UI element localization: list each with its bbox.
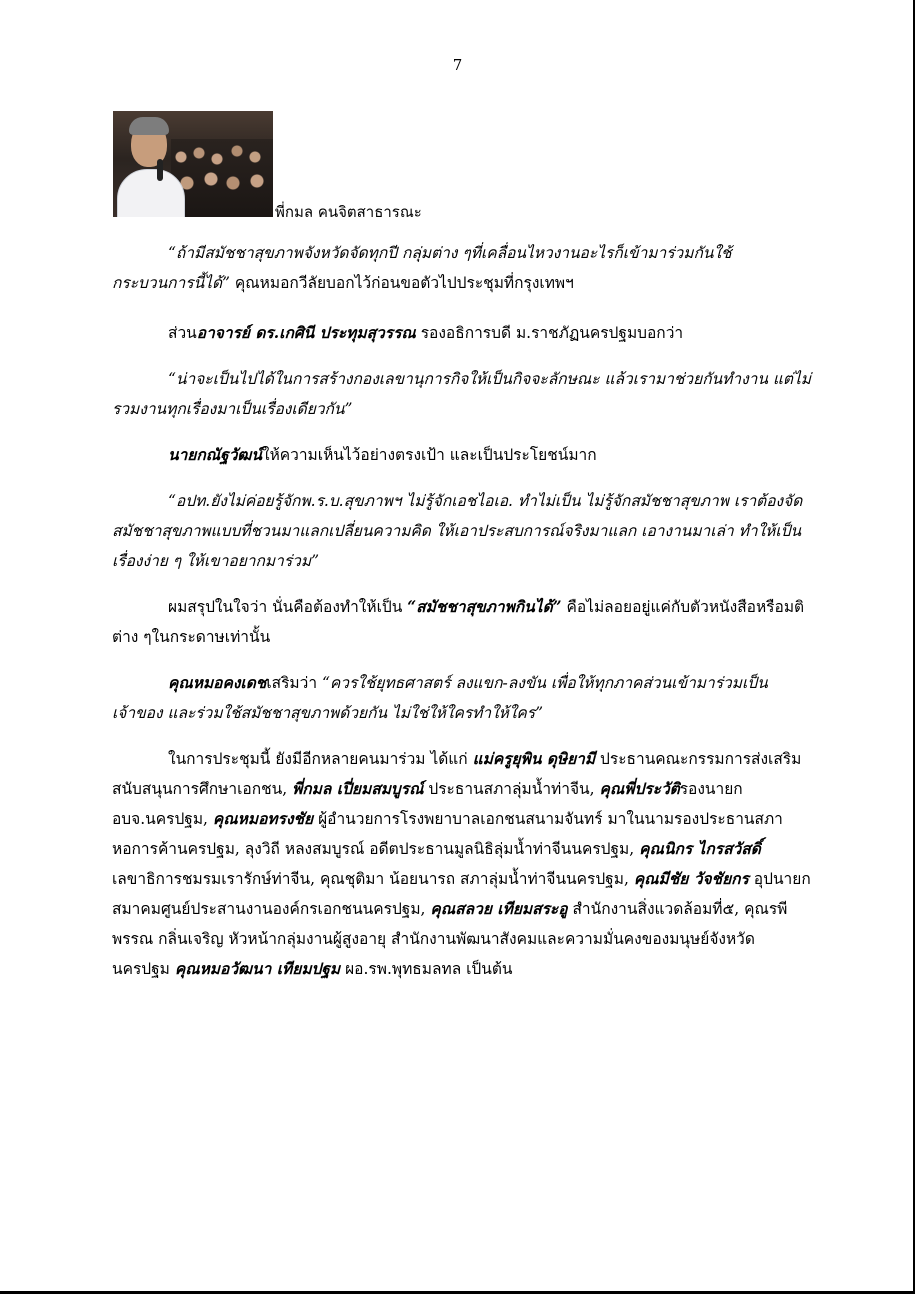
paragraph-text: ผอ.รพ.พุทธมลทล เป็นต้น — [340, 960, 513, 978]
paragraph-6 — [112, 592, 812, 652]
quote-text: “น่าจะเป็นไปได้ในการสร้างกองเลขานุการกิจให้เป็นกิจจะลักษณะ แล้วเรามาช่วยกันทำงาน แต่ไม่รวมงานทุกเรื่องมาเป็นเรื่องเดียวกัน” — [112, 370, 811, 418]
paragraph-text: เลขาธิการชมรมเรารักษ์ท่าจีน, คุณชุติมา น้อยนารถ สภาลุ่มน้ำท่าจีนนครปฐม, — [112, 870, 634, 888]
paragraph-text: ผู้อำนวยการโรงพยาบาลเอกชนสนามจันทร์ มาในนามรองประธานสภาหอการค้านครปฐม, ลุงวิถี หลงสมบูรณ์ อดีตประธานมูลนิธิลุ่มน้ำท่าจีนนครปฐม, — [112, 810, 783, 858]
person-name: คุณหมอวัฒนา เทียมปฐม — [174, 959, 341, 978]
paragraph-text: เสริมว่า — [266, 674, 322, 692]
paragraph-text: คุณหมอกวีลัยบอกไว้ก่อนขอตัวไปประชุมที่กรุงเทพฯ — [229, 274, 574, 292]
quote-text: “ควรใช้ยุทธศาสตร์ ลงแขก-ลงขัน เพื่อให้ทุกภาคส่วนเข้ามาร่วมเป็นเจ้าของ และร่วมใช้สมัชชาสุขภาพด้วยกัน ไม่ใช่ให้ใครทำให้ใคร” — [112, 674, 768, 722]
person-name: พี่กมล เปี่ยมสมบูรณ์ — [292, 779, 424, 798]
paragraph-2 — [112, 318, 812, 348]
paragraph-text: ประธานสภาลุ่มน้ำท่าจีน, — [423, 780, 600, 798]
person-name: คุณนิกร ไกรสวัสดิ์ — [639, 839, 761, 858]
photo-caption: พี่กมล คนจิตสาธารณะ — [275, 203, 422, 221]
microphone-icon — [157, 159, 163, 181]
paragraph-text: ประธานคณะกรรมการส่งเสริมสนับสนุนการศึกษาเอกชน, — [112, 750, 802, 798]
speaker-hair — [129, 117, 169, 135]
paragraph-text: อุปนายกสมาคมศูนย์ประสานงานองค์กรเอกชนนครปฐม, — [112, 870, 811, 918]
paragraph-text: ผมสรุปในใจว่า นั่นคือต้องทำให้เป็น — [168, 598, 408, 616]
person-name: คุณมีชัย วัจชัยกร — [633, 869, 749, 888]
person-name: คุณหมอคงเดช — [168, 673, 267, 692]
person-name: คุณสลวย เทียมสระอู — [430, 899, 568, 918]
person-name: อาจารย์ ดร.เกศินี ประทุมสุวรรณ — [196, 323, 416, 342]
paragraph-text: ส่วน — [168, 324, 197, 342]
paragraph-8 — [112, 744, 812, 984]
emphasis-text: “สมัชชาสุขภาพกินได้” — [407, 597, 562, 616]
paragraph-3 — [112, 364, 812, 424]
paragraph-text: ให้ความเห็นไว้อย่างตรงเป้า และเป็นประโยชน์มาก — [262, 446, 597, 464]
paragraph-text: รองนายกอบจ.นครปฐม, — [112, 780, 743, 828]
page-number: 7 — [452, 56, 463, 74]
paragraph-1 — [112, 238, 812, 298]
quote-text: “ถ้ามีสมัชชาสุขภาพจังหวัดจัดทุกปี กลุ่มต่าง ๆที่เคลื่อนไหวงานอะไรก็เข้ามาร่วมกันใช้กระบวนการนี้ได้” — [112, 244, 732, 292]
quote-text: “อปท.ยังไม่ค่อยรู้จักพ.ร.บ.สุขภาพฯ ไม่รู้จักเอชไอเอ. ทำไม่เป็น ไม่รู้จักสมัชชาสุขภาพ เราต้องจัดสมัชชาสุขภาพแบบที่ชวนมาแลกเปลี่ยนความคิด ให้เอาประสบการณ์จริงมาแลก เอางานมาเล่า ทำให้เป็นเรื่องง่าย ๆ ให้เขาอยากมาร่วม” — [112, 492, 803, 570]
paragraph-text: สำนักงานสิ่งแวดล้อมที่๕, คุณรพีพรรณ กลิ่นเจริญ หัวหน้ากลุ่มงานผู้สูงอายุ สำนักงานพัฒนาสังคมและความมั่นคงของมนุษย์จังหวัดนครปฐม — [112, 900, 788, 978]
speaker-figure — [117, 169, 185, 217]
paragraph-text: คือไม่ลอยอยู่แค่กับตัวหนังสือหรือมติต่าง ๆในกระดาษเท่านั้น — [112, 598, 805, 646]
paragraph-5 — [112, 486, 812, 576]
speaker-photo — [113, 111, 273, 217]
paragraph-7 — [112, 668, 812, 728]
paragraph-4 — [112, 440, 812, 470]
paragraph-text: ในการประชุมนี้ ยังมีอีกหลายคนมาร่วม ได้แก่ — [168, 750, 473, 768]
person-name: แม่ครูยุพิน ดุษิยามี — [472, 749, 596, 768]
audience-crowd — [171, 139, 273, 217]
person-name: คุณพี่ประวัติ — [599, 779, 680, 798]
person-name: นายกณัฐวัฒน์ — [168, 445, 262, 464]
person-name: คุณหมอทรงชัย — [212, 809, 314, 828]
paragraph-text: รองอธิการบดี ม.ราชภัฏนครปฐมบอกว่า — [415, 324, 684, 342]
